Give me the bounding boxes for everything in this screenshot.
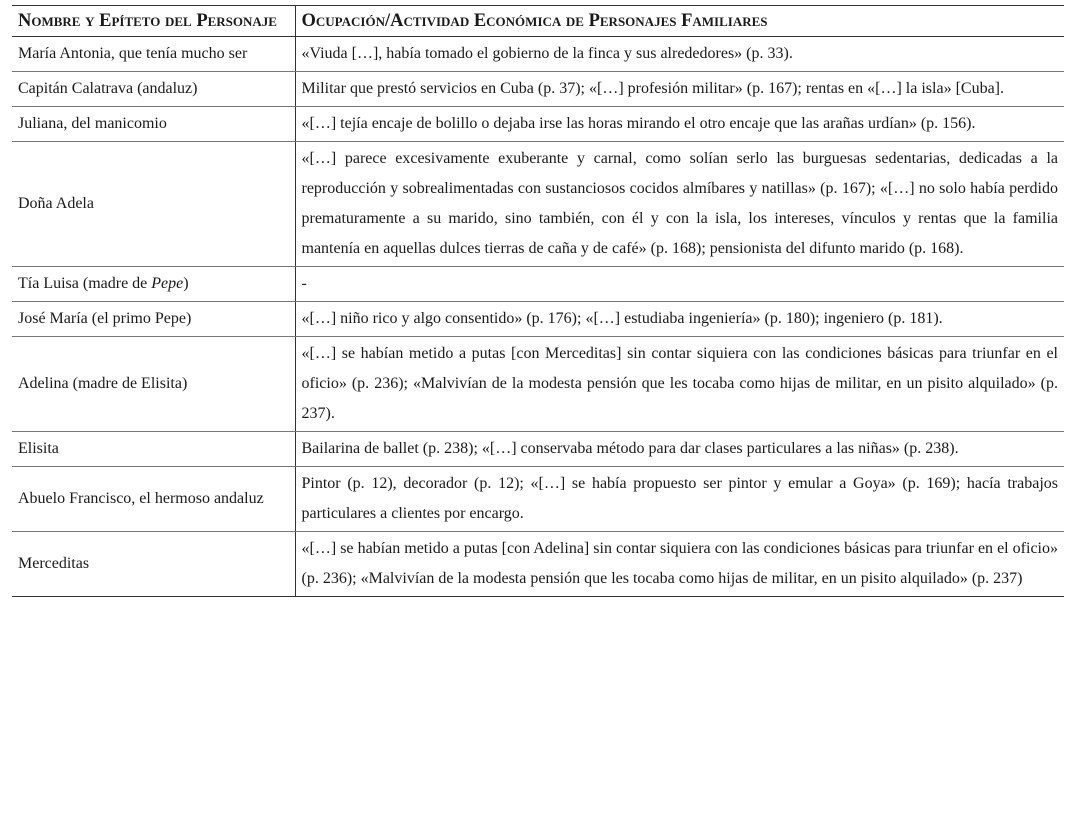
occupation-cell: Bailarina de ballet (p. 238); «[…] conservaba método para dar clases particulares a las niñas» (p. 238). xyxy=(295,432,1064,467)
character-name-cell xyxy=(12,302,295,337)
occupation-table xyxy=(12,5,1064,597)
character-name-text: Merceditas xyxy=(18,555,90,572)
header-occupation: Ocupación/Actividad Económica de Personajes Familiares xyxy=(295,6,1064,37)
occupation-cell: - xyxy=(295,267,1064,302)
character-name-text: Abuelo Francisco, el hermoso andaluz xyxy=(18,490,264,507)
table-row xyxy=(12,107,1064,142)
character-name-text: Doña Adela xyxy=(18,195,94,212)
table-row xyxy=(12,532,1064,597)
table-row xyxy=(12,467,1064,532)
character-name-cell xyxy=(12,142,295,267)
character-name-cell xyxy=(12,72,295,107)
character-name-text: Juliana, del manicomio xyxy=(18,115,167,132)
table-row xyxy=(12,337,1064,432)
character-name-text: José María (el primo Pepe) xyxy=(18,310,192,327)
occupation-cell: «[…] se habían metido a putas [con Merceditas] sin contar siquiera con las condiciones básicas para triunfar en el oficio» (p. 236); «Malvivían de la modesta pensión que les tocaba como hijas de militar, en un pisito alquilado» (p. 237). xyxy=(295,337,1064,432)
table-body xyxy=(12,37,1064,597)
character-name-text: Pepe xyxy=(151,275,184,292)
occupation-cell: «[…] niño rico y algo consentido» (p. 176); «[…] estudiaba ingeniería» (p. 180); ingeniero (p. 181). xyxy=(295,302,1064,337)
character-name-cell xyxy=(12,37,295,72)
header-name-epithet: Nombre y Epíteto del Personaje xyxy=(12,6,295,37)
character-name-cell xyxy=(12,107,295,142)
occupation-cell: «Viuda […], había tomado el gobierno de la finca y sus alrededores» (p. 33). xyxy=(295,37,1064,72)
table-row xyxy=(12,302,1064,337)
character-name-cell xyxy=(12,467,295,532)
occupation-cell: «[…] se habían metido a putas [con Adelina] sin contar siquiera con las condiciones básicas para triunfar en el oficio» (p. 236); «Malvivían de la modesta pensión que les tocaba como hijas de militar, en un pisito alquilado» (p. 237) xyxy=(295,532,1064,597)
table-row xyxy=(12,142,1064,267)
character-name-cell xyxy=(12,532,295,597)
table-row xyxy=(12,432,1064,467)
character-name-cell xyxy=(12,337,295,432)
occupation-cell: Militar que prestó servicios en Cuba (p. 37); «[…] profesión militar» (p. 167); rentas en «[…] la isla» [Cuba]. xyxy=(295,72,1064,107)
occupation-cell: «[…] parece excesivamente exuberante y carnal, como solían serlo las burguesas sedentarias, dedicadas a la reproducción y sobrealimentadas con sustanciosos cocidos almíbares y natillas» (p. 167); «[…] no solo había perdido prematuramente a su marido, sino también, con él y con la isla, los intereses, vínculos y rentas que la familia mantenía en aquellas dulces tierras de caña y de café» (p. 168); pensionista del difunto marido (p. 168). xyxy=(295,142,1064,267)
character-name-text: ) xyxy=(183,275,189,292)
table-row xyxy=(12,267,1064,302)
table-header-row xyxy=(12,6,1064,37)
character-name-text: Capitán Calatrava (andaluz) xyxy=(18,80,198,97)
table-row xyxy=(12,37,1064,72)
occupation-cell: Pintor (p. 12), decorador (p. 12); «[…] se había propuesto ser pintor y emular a Goya» (p. 169); hacía trabajos particulares a clientes por encargo. xyxy=(295,467,1064,532)
character-name-cell xyxy=(12,267,295,302)
character-name-text: Tía Luisa (madre de xyxy=(18,275,152,292)
character-name-cell xyxy=(12,432,295,467)
character-name-text: Elisita xyxy=(18,440,59,457)
occupation-cell: «[…] tejía encaje de bolillo o dejaba irse las horas mirando el otro encaje que las arañas urdían» (p. 156). xyxy=(295,107,1064,142)
character-name-text: Adelina (madre de Elisita) xyxy=(18,375,188,392)
character-name-text: María Antonia, que tenía mucho ser xyxy=(18,45,248,62)
table-row xyxy=(12,72,1064,107)
